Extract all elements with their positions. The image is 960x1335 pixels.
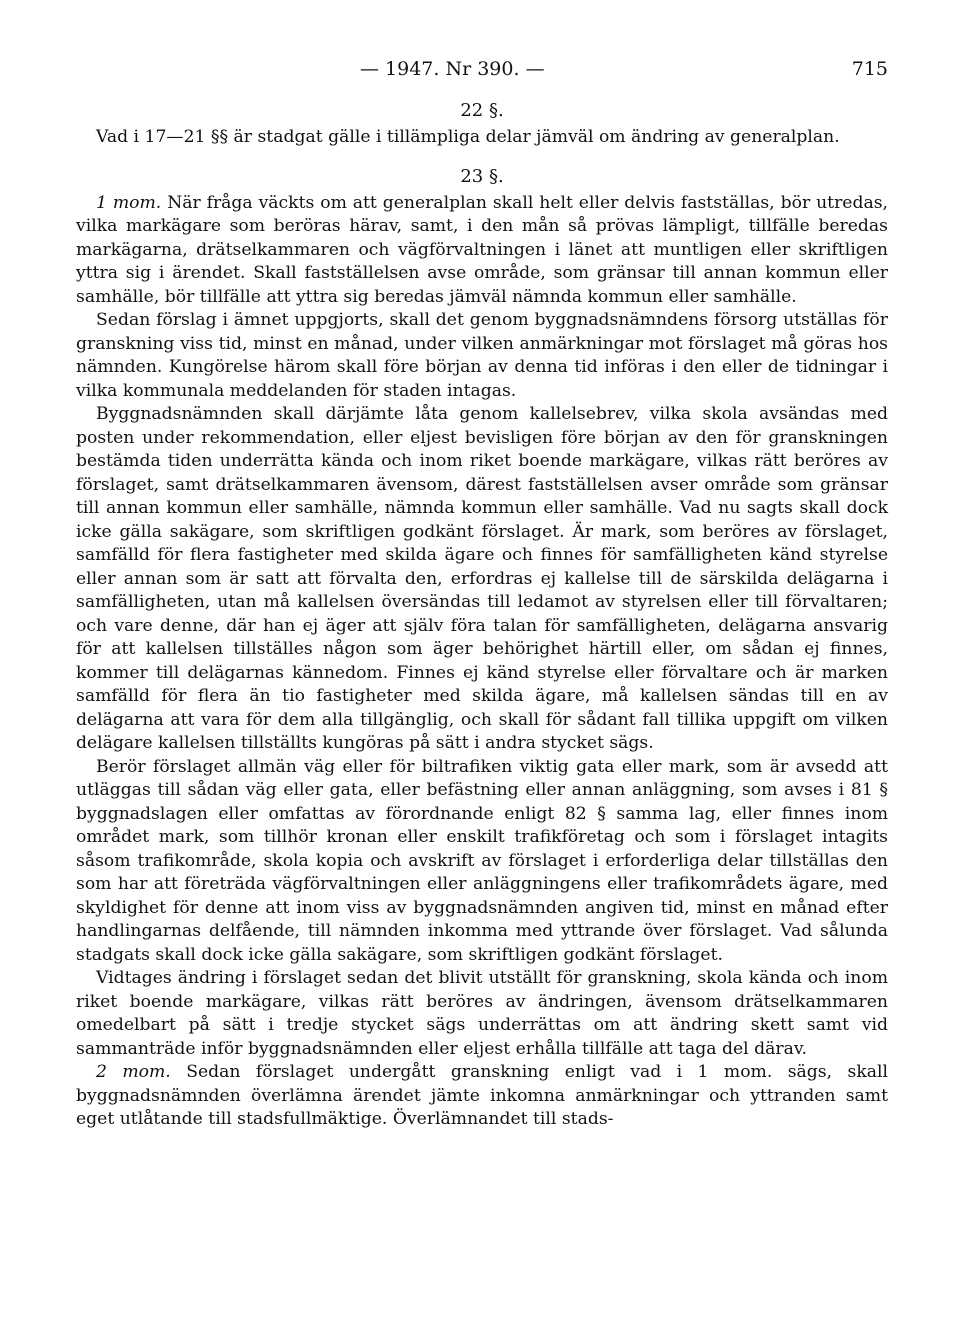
mom-text: Sedan förslaget undergått granskning enligt vad i 1 mom. sägs, skall byggnadsnämnden överlämna ärendet jämte inkomna anmärkningar och yttranden samt eget utlåtande till stadsfullmäktige. Överlämnandet till stads- bbox=[76, 1062, 888, 1129]
header-title: — 1947. Nr 390. — bbox=[360, 58, 545, 80]
paragraph-mom-2 bbox=[76, 1061, 888, 1132]
paragraph: Berör förslaget allmän väg eller för biltrafiken viktig gata eller mark, som är avsedd att utläggas till sådan väg eller gata, eller befästning eller annan anläggning, som avses i 81 § byggnadslagen eller omfattas av förordnande enligt 82 § samma lag, eller finnes inom området mark, som tillhör kronan eller enskilt trafikföretag och som i förslaget intagits såsom trafikområde, skola kopia och avskrift av förslaget i erforderliga delar tillställas den som har att företräda vägförvaltningen eller anläggningens eller trafikområdets ägare, med skyldighet för denne att inom viss av byggnadsnämnden angiven tid, minst en månad efter handlingarnas delfående, till nämnden inkomma med yttrande över förslaget. Vad sålunda stadgats skall dock icke gälla sakägare, som skriftligen godkänt förslaget. bbox=[76, 756, 888, 965]
paragraph: Vidtages ändring i förslaget sedan det blivit utställt för granskning, skola kända och inom riket boende markägare, vilkas rätt beröres av ändringen, ävensom drätselkammaren omedelbart på sätt i tredje stycket sägs underrättas om att ändring skett samt vid sammanträde inför byggnadsnämnden eller eljest erhålla tillfälle att taga del därav. bbox=[76, 968, 888, 1059]
paragraph: Byggnadsnämnden skall därjämte låta genom kallelsebrev, vilka skola avsändas med posten under rekommendation, eller eljest bevisligen före början av den för granskningen bestämda tiden underrätta kända och inom riket boende markägare, vilkas rätt beröres av förslaget, samt drätselkammaren ävensom, därest fastställelsen avser område som gränsar till annan kommun eller samhälle, nämnda kommun eller samhälle. Vad nu sagts skall dock icke gälla sakägare, som skriftligen godkänt förslaget. Är mark, som beröres av förslaget, samfälld för flera fastigheter med skilda ägare och finnes för samfälligheten känd styrelse eller annan som är satt att förvalta den, erfordras ej kallelse till de särskilda delägarna i samfälligheten, utan må kallelsen översändas till ledamot av styrelsen eller till förvaltaren; och vare denne, där han ej äger att själv föra talan för samfälligheten, delägarna ansvarig för att kallelsen tillställes någon som äger behörighet härtill eller, om sådan ej finnes, kommer till delägarnas kännedom. Finnes ej känd styrelse eller förvaltare och är marken samfälld för flera än tio fastigheter med skilda ägare, må kallelsen sändas till en av delägarna att vara för dem alla tillgänglig, och skall för sådant fall tillika uppgift om vilken delägare kallelsen tillställts kungöras på sätt i andra stycket sägs. bbox=[76, 404, 888, 753]
section-heading-22: 22 §. bbox=[460, 100, 504, 121]
page-number: 715 bbox=[851, 58, 888, 80]
paragraph: Sedan förslag i ämnet uppgjorts, skall det genom byggnadsnämndens försorg utställas för granskning viss tid, minst en månad, under vilken anmärkningar mot förslaget må göras hos nämnden. Kungörelse härom skall före början av denna tid införas i den eller de tidningar i vilka kommunala meddelanden för staden intagas. bbox=[76, 310, 888, 401]
page-header bbox=[76, 58, 888, 92]
section-heading-23: 23 §. bbox=[460, 165, 504, 187]
mom-text: När fråga väckts om att generalplan skall helt eller delvis fastställas, bör utredas, vilka markägare som beröras härav, samt, i den mån så prövas lämpligt, tillfälle beredas markägarna, drätselkammaren och vägförvaltningen i länet att muntligen eller skriftligen yttra sig i ärendet. Skall fastställelsen avse område, som gränsar till annan kommun eller samhälle, bör tillfälle att yttra sig beredas jämväl nämnda kommun eller samhälle. bbox=[76, 192, 889, 307]
mom-label: 2 mom. bbox=[96, 1062, 171, 1082]
mom-label: 1 mom. bbox=[96, 192, 162, 213]
paragraph: Vad i 17—21 §§ är stadgat gälle i tillämpliga delar jämväl om ändring av generalplan. bbox=[96, 127, 840, 147]
paragraph-mom-1 bbox=[76, 192, 888, 310]
